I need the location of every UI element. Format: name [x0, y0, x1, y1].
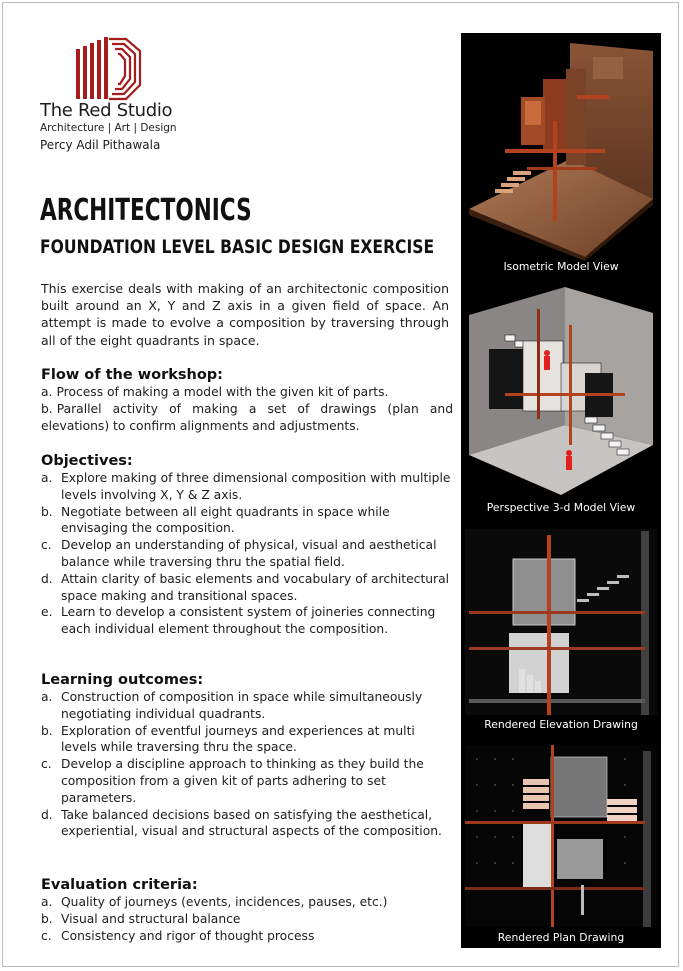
intro-paragraph: This exercise deals with making of an architectonic composition built around an X, Y and Z axis in a given field of space. An attempt is made to evolve a composition by traversing through all of the eight quadrants in space.: [41, 281, 449, 348]
list-item: a. Quality of journeys (events, incidences, pauses, etc.): [41, 895, 388, 909]
list-item: c. Develop a discipline approach to thinking as they build the composition from a given kit of parts adhering to set parameters.: [41, 757, 424, 805]
brand-name: The Red Studio: [40, 100, 173, 121]
outcomes-heading: Learning outcomes:: [41, 672, 204, 688]
perspective-model-image: [465, 285, 657, 497]
page-subtitle: FOUNDATION LEVEL BASIC DESIGN EXERCISE: [40, 236, 435, 258]
isometric-model-image: [465, 39, 657, 261]
list-item: a. Explore making of three dimensional composition with multiple levels involving X, Y & Z axis.: [41, 471, 451, 502]
list-item: b. Negotiate between all eight quadrants in space while envisaging the composition.: [41, 504, 390, 536]
evaluation-heading: Evaluation criteria:: [41, 877, 198, 893]
list-item: c. Consistency and rigor of thought process: [41, 928, 315, 943]
caption-elevation: Rendered Elevation Drawing: [484, 718, 638, 731]
red-studio-logo: [76, 37, 142, 101]
brand-tagline: Architecture | Art | Design: [40, 122, 177, 134]
list-item: b. Parallel activity of making a set of drawings (plan and elevations) to confirm alignments and adjustments.: [41, 401, 453, 433]
evaluation-section: [41, 876, 453, 944]
objectives-heading: Objectives:: [41, 453, 133, 469]
list-item: d. Attain clarity of basic elements and vocabulary of architectural space making and transitional spaces.: [41, 571, 450, 603]
brand-block: [40, 100, 177, 153]
caption-isometric: Isometric Model View: [503, 260, 619, 273]
objectives-section: [41, 452, 453, 638]
image-column: [461, 33, 661, 948]
outcomes-section: [41, 671, 453, 840]
plan-drawing-image: [465, 745, 657, 927]
flow-heading: Flow of the workshop:: [41, 367, 223, 383]
brand-person: Percy Adil Pithawala: [40, 138, 161, 152]
page-title: ARCHITECTONICS: [40, 193, 252, 228]
list-item: b. Visual and structural balance: [41, 911, 241, 926]
caption-plan: Rendered Plan Drawing: [497, 931, 625, 944]
list-item: b. Exploration of eventful journeys and experiences at multi levels while traversing thru the space.: [41, 723, 415, 755]
list-item: a. Process of making a model with the given kit of parts.: [41, 385, 389, 399]
elevation-drawing-image: [465, 529, 657, 715]
caption-perspective: Perspective 3-d Model View: [486, 501, 636, 514]
flow-section: [41, 366, 453, 434]
list-item: c. Develop an understanding of physical, visual and aesthetical balance while traversing thru the spatial field.: [41, 538, 437, 569]
list-item: d. Take balanced decisions based on satisfying the aesthetical, experiential, visual and structural aspects of the composition.: [41, 807, 442, 839]
list-item: e. Learn to develop a consistent system of joineries connecting each individual element throughout the composition.: [41, 605, 436, 637]
list-item: a. Construction of composition in space while simultaneously negotiating individual quadrants.: [41, 690, 423, 721]
